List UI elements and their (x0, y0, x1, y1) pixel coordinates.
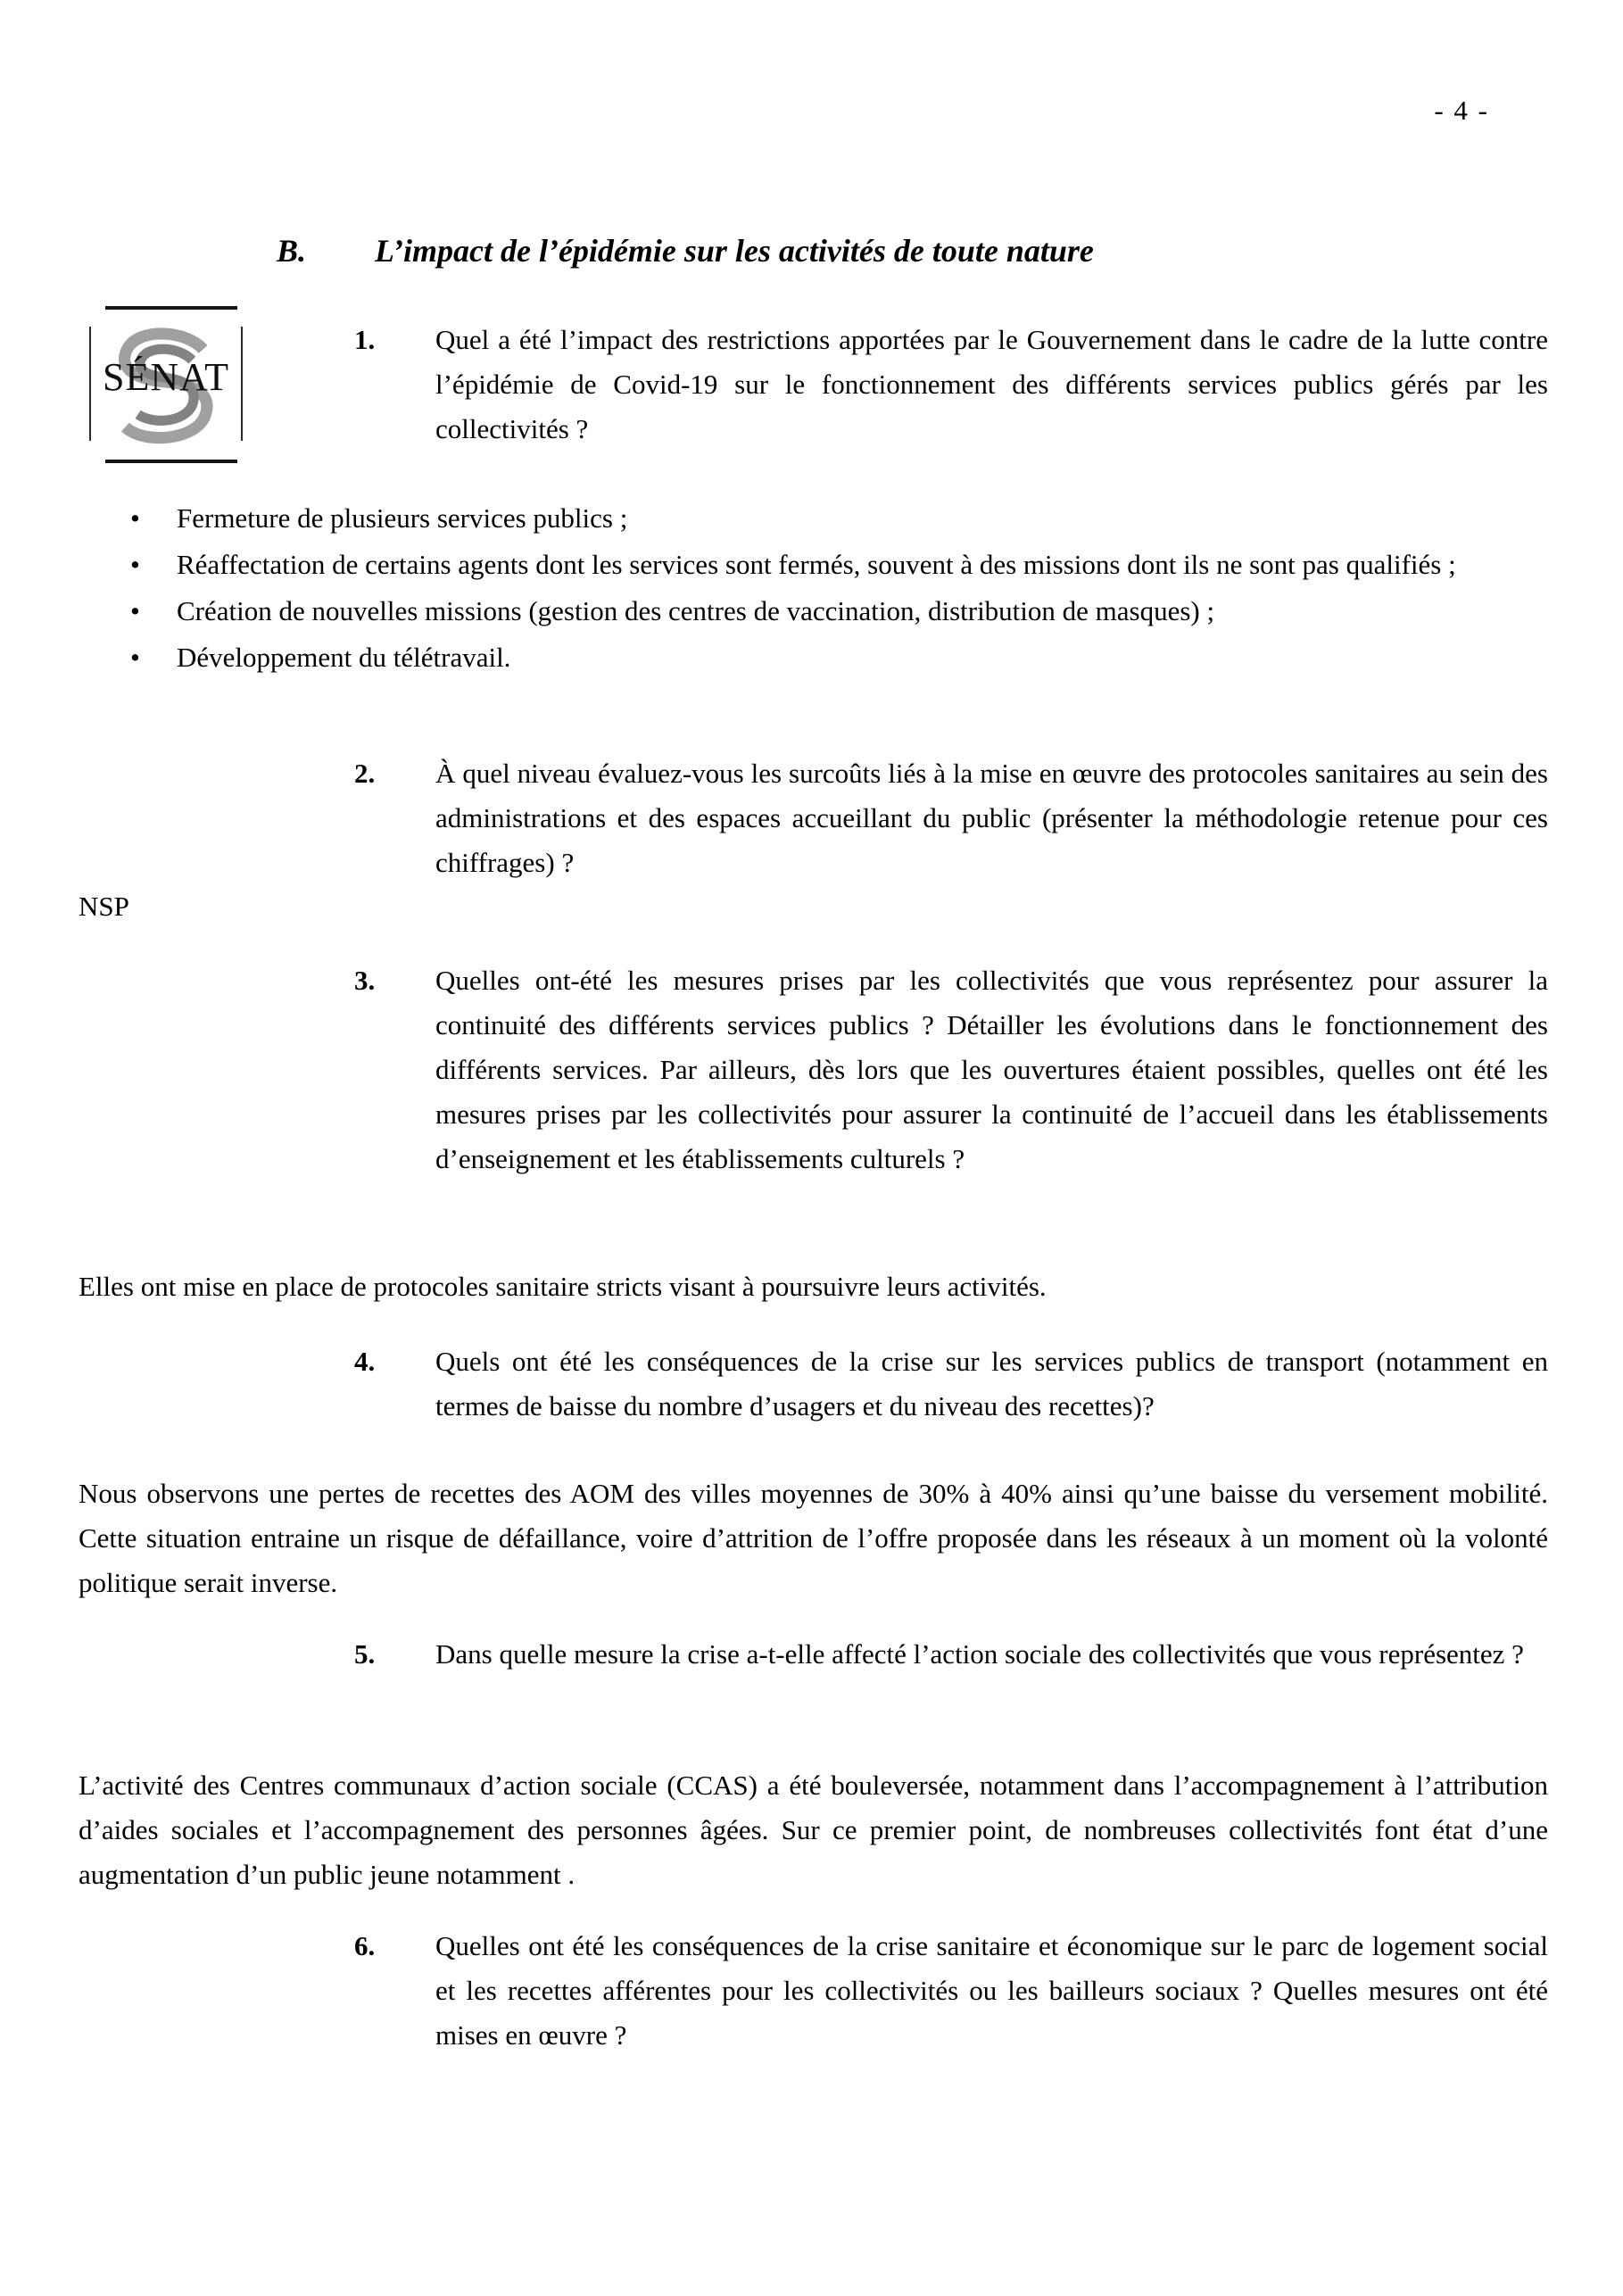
bullet-list (130, 496, 1548, 682)
senat-logo-text: SÉNAT (103, 355, 229, 399)
logo-top-rule (105, 306, 237, 310)
bullet-text: Fermeture de plusieurs services publics ; (177, 502, 628, 534)
bullet-item (130, 543, 1548, 587)
page-number: - 4 - (1434, 95, 1489, 126)
question-2-number: 2. (354, 758, 376, 789)
bullet-item (130, 496, 1548, 541)
logo-bottom-rule (105, 460, 237, 463)
bullet-marker-icon: • (130, 642, 140, 673)
bullet-marker-icon: • (130, 502, 140, 534)
question-2 (354, 751, 1548, 885)
bullet-marker-icon: • (130, 549, 140, 580)
question-3-text: Quelles ont-été les mesures prises par les collectivités que vous représentez pour assurer la continuité des différents services publics ? Détailler les évolutions dans le fonctionnement des différents services. Par ailleurs, dès lors que les ouvertures étaient possibles, quelles ont été les mesures prises par les collectivités pour assurer la continuité de l’accueil dans les établissements d’enseignement et les établissements culturels ? (435, 965, 1548, 1174)
bullet-marker-icon: • (130, 595, 140, 626)
senat-logo (89, 306, 243, 463)
answer-3: Elles ont mise en place de protocoles sanitaire stricts visant à poursuivre leurs activités. (79, 1271, 1047, 1302)
section-heading (277, 231, 1543, 270)
question-4-text: Quels ont été les conséquences de la crise sur les services publics de transport (notamment en termes de baisse du nombre d’usagers et du niveau des recettes)? (435, 1346, 1548, 1422)
bullet-text: Réaffectation de certains agents dont les services sont fermés, souvent à des missions dont ils ne sont pas qualifiés ; (177, 549, 1456, 580)
question-6 (354, 1924, 1548, 2058)
question-2-text: À quel niveau évaluez-vous les surcoûts liés à la mise en œuvre des protocoles sanitaires au sein des administrations et des espaces accueillant du public (présenter la méthodologie retenue pour ces chiffrages) ? (435, 758, 1548, 878)
answer-nsp: NSP (79, 891, 129, 922)
bullet-item (130, 589, 1548, 634)
question-3 (354, 958, 1548, 1181)
question-1-number: 1. (354, 324, 376, 355)
question-5-text: Dans quelle mesure la crise a-t-elle affecté l’action sociale des collectivités que vous représentez ? (435, 1638, 1524, 1670)
bullet-text: Création de nouvelles missions (gestion des centres de vaccination, distribution de masques) ; (177, 595, 1215, 626)
question-6-number: 6. (354, 1930, 376, 1961)
question-1-text: Quel a été l’impact des restrictions apportées par le Gouvernement dans le cadre de la lutte contre l’épidémie de Covid-19 sur le fonctionnement des différents services publics gérés par les collectivités ? (435, 324, 1548, 444)
question-4 (354, 1339, 1548, 1429)
answer-5: L’activité des Centres communaux d’action sociale (CCAS) a été bouleversée, notamment dans l’accompagnement à l’attribution d’aides sociales et l’accompagnement des personnes âgées. Sur ce premier point, de nombreuses collectivités font état d’une augmentation d’un public jeune notamment . (79, 1770, 1548, 1890)
section-title: L’impact de l’épidémie sur les activités de toute nature (375, 233, 1094, 269)
question-5-number: 5. (354, 1638, 376, 1670)
question-4-number: 4. (354, 1346, 376, 1377)
question-1 (354, 318, 1548, 452)
bullet-item (130, 635, 1548, 680)
answer-4: Nous observons une pertes de recettes des AOM des villes moyennes de 30% à 40% ainsi qu’une baisse du versement mobilité. Cette situation entraine un risque de défaillance, voire d’attrition de l’offre proposée dans les réseaux à un moment où la volonté politique serait inverse. (79, 1478, 1548, 1598)
question-3-number: 3. (354, 965, 376, 996)
section-label: B. (277, 233, 307, 269)
question-6-text: Quelles ont été les conséquences de la crise sanitaire et économique sur le parc de logement social et les recettes afférentes pour les collectivités ou les bailleurs sociaux ? Quelles mesures ont été mises en œuvre ? (435, 1930, 1548, 2051)
bullet-text: Développement du télétravail. (177, 642, 511, 673)
question-5 (354, 1632, 1548, 1677)
